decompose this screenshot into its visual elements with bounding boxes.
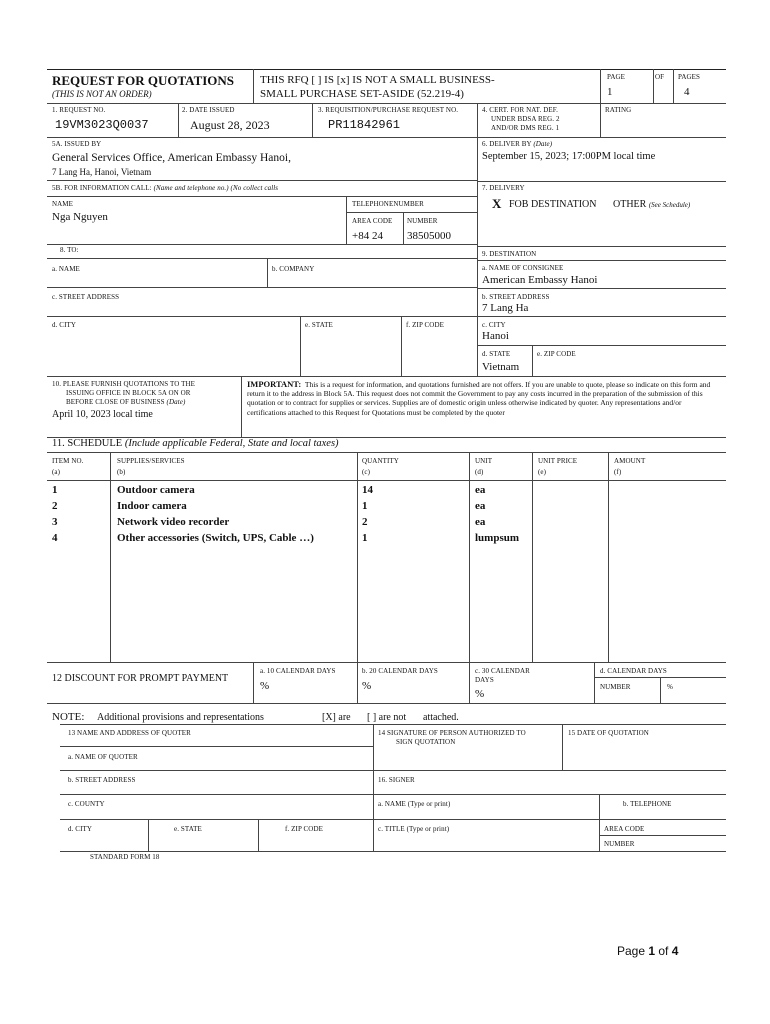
area-code-label: AREA CODE	[352, 217, 393, 225]
col-supplies-sub: (b)	[117, 468, 126, 476]
dest-state-label: d. STATE	[482, 350, 511, 358]
col-unit-price-label: UNIT PRICE	[538, 457, 578, 465]
quoter-county-label: c. COUNTY	[68, 800, 105, 808]
page-label: PAGE	[607, 73, 626, 81]
pages-value: 4	[684, 86, 690, 98]
dest-city-label: c. CITY	[482, 321, 506, 329]
dest-street-value: 7 Lang Ha	[482, 302, 529, 314]
signature-label-line2: SIGN QUOTATION	[396, 738, 456, 746]
row-item: 4	[52, 532, 58, 544]
note-text: Additional provisions and representations	[97, 712, 264, 723]
cert-line2: UNDER BDSA REG. 2	[491, 115, 560, 123]
destination-label: 9. DESTINATION	[482, 250, 537, 258]
fob-destination-option[interactable]: FOB DESTINATION	[509, 199, 597, 210]
signer-telephone-label: b. TELEPHONE	[623, 800, 672, 808]
discount-20-label: b. 20 CALENDAR DAYS	[362, 667, 438, 675]
quoter-street-label: b. STREET ADDRESS	[68, 776, 136, 784]
note-are-not-option[interactable]: [ ] are not	[367, 712, 407, 723]
page-footer: Page 1 of 4	[617, 944, 679, 958]
row-unit: lumpsum	[475, 532, 520, 544]
set-aside-line1: THIS RFQ [ ] IS [x] IS NOT A SMALL BUSINESS-	[260, 74, 495, 86]
signer-label: 16. SIGNER	[378, 776, 415, 784]
other-delivery-option[interactable]: OTHER (See Schedule)	[613, 199, 691, 210]
col-item-sub: (a)	[52, 468, 61, 476]
row-unit: ea	[475, 500, 486, 512]
signer-number-label: NUMBER	[604, 840, 635, 848]
row-quantity: 14	[362, 484, 373, 496]
col-unit-price-sub: (e)	[538, 468, 547, 476]
col-quantity-sub: (c)	[362, 468, 371, 476]
delivery-label: 7. DELIVERY	[482, 184, 525, 192]
col-unit-label: UNIT	[475, 457, 493, 465]
dest-state-value: Vietnam	[482, 361, 520, 373]
schedule-title: 11. SCHEDULE (Include applicable Federal, State and local taxes)	[52, 438, 339, 449]
note-are-option[interactable]: [X] are	[322, 712, 351, 723]
request-no-label: 1. REQUEST NO.	[52, 106, 106, 114]
col-item-label: ITEM NO.	[52, 457, 84, 465]
info-call-label: 5B. FOR INFORMATION CALL: (Name and telephone no.) (No collect calls	[52, 184, 279, 192]
signer-name-label: a. NAME (Type or print)	[378, 800, 451, 808]
to-name-label: a. NAME	[52, 265, 80, 273]
discount-label: 12 DISCOUNT FOR PROMPT PAYMENT	[52, 673, 229, 684]
signer-title-label: c. TITLE (Type or print)	[378, 825, 450, 833]
quoter-name-label: a. NAME OF QUOTER	[68, 753, 138, 761]
quoter-label: 13 NAME AND ADDRESS OF QUOTER	[68, 729, 191, 737]
row-quantity: 1	[362, 532, 368, 544]
cert-line1: 4. CERT. FOR NAT. DEF.	[482, 106, 559, 114]
set-aside-line2: SMALL PURCHASE SET-ASIDE (52.219-4)	[260, 88, 464, 100]
important-notice: IMPORTANT: This is a request for information, and quotations furnished are not offers. If you are unable to quote, please so indicate on this form and return it to the address in Block 5A. This request does not commit the Government to pay any costs incurred in the preparation of the submission of this quotation or to contract for supplies or services. Supplies are of domestic origin unless otherwise indicated by quoter. Any representations and/or certifications attached to this Request for Quotations must be completed by the quoter	[247, 379, 711, 417]
pages-label: PAGES	[678, 73, 701, 81]
row-supplies: Outdoor camera	[117, 484, 195, 496]
col-supplies-label: SUPPLIES/SERVICES	[117, 457, 185, 465]
quotation-date-label: 15 DATE OF QUOTATION	[568, 729, 649, 737]
furnish-line2: ISSUING OFFICE IN BLOCK 5A ON OR	[66, 389, 191, 397]
row-supplies: Network video recorder	[117, 516, 230, 528]
request-no-value: 19VM3023Q0037	[55, 118, 149, 132]
row-item: 2	[52, 500, 58, 512]
cert-line3: AND/OR DMS REG. 1	[491, 124, 560, 132]
discount-30-label-line2: DAYS	[475, 676, 494, 684]
number-label: NUMBER	[407, 217, 438, 225]
rating-label: RATING	[605, 106, 632, 114]
quoter-zip-label: f. ZIP CODE	[285, 825, 323, 833]
dest-zip-label: e. ZIP CODE	[537, 350, 576, 358]
number-value: 38505000	[407, 230, 451, 242]
to-zip-label: f. ZIP CODE	[406, 321, 444, 329]
dest-city-value: Hanoi	[482, 330, 509, 342]
row-unit: ea	[475, 484, 486, 496]
discount-days-percent[interactable]: %	[667, 683, 673, 691]
fob-check-mark[interactable]: X	[492, 196, 502, 211]
col-quantity-label: QUANTITY	[362, 457, 399, 465]
date-issued-value: August 28, 2023	[190, 118, 270, 132]
deliver-by-label: 6. DELIVER BY (Date)	[482, 140, 553, 148]
row-unit: ea	[475, 516, 486, 528]
row-item: 3	[52, 516, 58, 528]
discount-number-label: NUMBER	[600, 683, 631, 691]
signature-label-line1: 14 SIGNATURE OF PERSON AUTHORIZED TO	[378, 729, 526, 737]
quote-due-date: April 10, 2023 local time	[52, 409, 153, 420]
area-code-value: +84 24	[352, 230, 383, 242]
discount-30-percent[interactable]: %	[475, 688, 485, 700]
standard-form-label: STANDARD FORM 18	[90, 853, 160, 861]
row-supplies: Other accessories (Switch, UPS, Cable …)	[117, 532, 314, 544]
to-city-label: d. CITY	[52, 321, 77, 329]
col-unit-sub: (d)	[475, 468, 484, 476]
consignee-label: a. NAME OF CONSIGNEE	[482, 264, 564, 272]
to-label: 8. TO:	[60, 246, 79, 254]
issued-by-line2: 7 Lang Ha, Hanoi, Vietnam	[52, 167, 152, 177]
issued-by-line1: General Services Office, American Embassy Hanoi,	[52, 152, 291, 164]
quoter-city-label: d. CITY	[68, 825, 93, 833]
issued-by-label: 5A. ISSUED BY	[52, 140, 102, 148]
discount-10-label: a. 10 CALENDAR DAYS	[260, 667, 336, 675]
note-label: NOTE:	[52, 711, 85, 723]
row-quantity: 2	[362, 516, 368, 528]
to-street-label: c. STREET ADDRESS	[52, 293, 120, 301]
consignee-value: American Embassy Hanoi	[482, 274, 598, 286]
requisition-label: 3. REQUISITION/PURCHASE REQUEST NO.	[318, 106, 459, 114]
discount-30-label-line1: c. 30 CALENDAR	[475, 667, 530, 675]
quoter-state-label: e. STATE	[174, 825, 202, 833]
of-label: OF	[655, 73, 665, 81]
form-title: REQUEST FOR QUOTATIONS	[52, 73, 235, 88]
to-state-label: e. STATE	[305, 321, 333, 329]
dest-street-label: b. STREET ADDRESS	[482, 293, 550, 301]
page-value: 1	[607, 86, 613, 98]
requisition-value: PR11842961	[328, 118, 401, 132]
col-amount-label: AMOUNT	[614, 457, 646, 465]
telephone-label: TELEPHONENUMBER	[352, 200, 424, 208]
deliver-by-value: September 15, 2023; 17:00PM local time	[482, 151, 656, 162]
signer-area-code-label: AREA CODE	[604, 825, 645, 833]
furnish-line3: BEFORE CLOSE OF BUSINESS (Date)	[66, 398, 186, 406]
date-issued-label: 2. DATE ISSUED	[182, 106, 235, 114]
col-amount-sub: (f)	[614, 468, 622, 476]
row-quantity: 1	[362, 500, 368, 512]
row-supplies: Indoor camera	[117, 500, 187, 512]
furnish-line1: 10. PLEASE FURNISH QUOTATIONS TO THE	[52, 380, 196, 388]
to-company-label: b. COMPANY	[272, 265, 315, 273]
contact-name-label: NAME	[52, 200, 74, 208]
discount-days-label: d. CALENDAR DAYS	[600, 667, 667, 675]
contact-name-value: Nga Nguyen	[52, 211, 108, 223]
note-attached: attached.	[423, 712, 459, 723]
discount-10-percent[interactable]: %	[260, 680, 270, 692]
discount-20-percent[interactable]: %	[362, 680, 372, 692]
row-item: 1	[52, 484, 58, 496]
form-subtitle: (THIS IS NOT AN ORDER)	[52, 89, 152, 99]
